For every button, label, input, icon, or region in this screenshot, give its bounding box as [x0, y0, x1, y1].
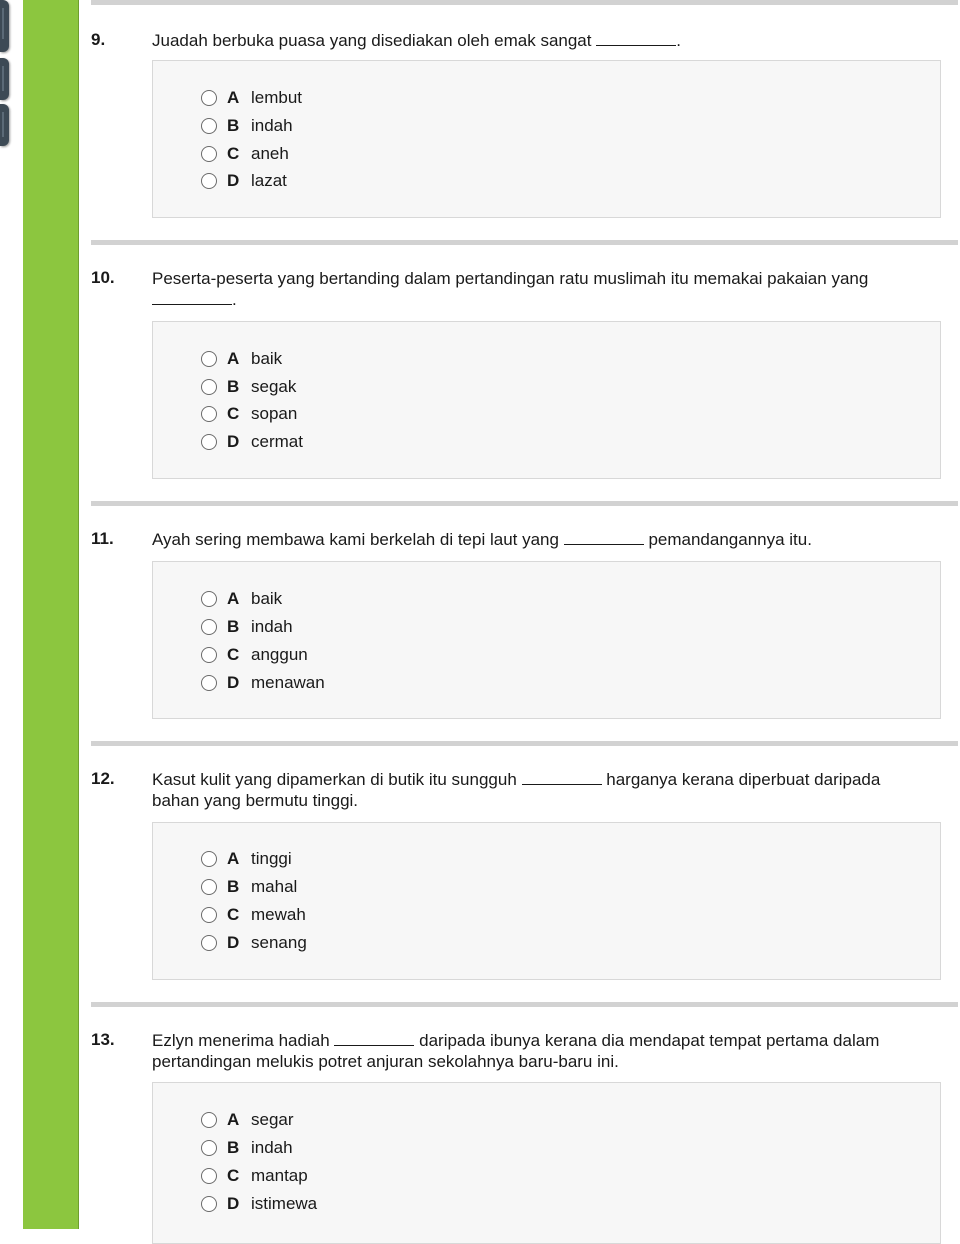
radio-button[interactable] — [201, 351, 217, 367]
option-letter: D — [227, 1194, 240, 1213]
radio-button[interactable] — [201, 879, 217, 895]
option-letter: C — [227, 144, 240, 163]
question-number: 13. — [91, 1030, 115, 1049]
answer-blank — [334, 1032, 414, 1046]
option-b[interactable] — [201, 376, 296, 398]
option-a[interactable] — [201, 848, 292, 870]
question-text-after: . — [676, 31, 681, 50]
radio-button[interactable] — [201, 173, 217, 189]
option-a[interactable] — [201, 588, 282, 610]
radio-button[interactable] — [201, 907, 217, 923]
question-text-after: harganya kerana diperbuat daripada bahan yang bermutu tinggi. — [152, 770, 881, 810]
question-number: 10. — [91, 268, 115, 287]
option-a[interactable] — [201, 348, 282, 370]
radio-button[interactable] — [201, 434, 217, 450]
option-c[interactable] — [201, 644, 308, 666]
radio-button[interactable] — [201, 591, 217, 607]
question-text-after: daripada ibunya kerana dia mendapat tempat pertama dalam pertandingan melukis potret anjuran sekolahnya baru-baru ini. — [152, 1031, 880, 1071]
side-tab-handle[interactable] — [0, 0, 9, 52]
option-text: istimewa — [251, 1194, 318, 1213]
radio-button[interactable] — [201, 1168, 217, 1184]
option-letter: B — [227, 116, 240, 135]
answer-blank — [522, 771, 602, 785]
option-text: aneh — [251, 144, 289, 163]
option-a[interactable] — [201, 1109, 294, 1131]
question-text-before: Ayah sering membawa kami berkelah di tepi laut yang — [152, 530, 559, 549]
option-c[interactable] — [201, 1165, 308, 1187]
option-letter: A — [227, 88, 240, 107]
option-text: lembut — [251, 88, 303, 107]
options-box — [152, 321, 941, 479]
question-text-before: Juadah berbuka puasa yang disediakan oleh emak sangat — [152, 31, 592, 50]
side-tab-handle[interactable] — [0, 104, 9, 146]
option-text: indah — [251, 116, 293, 135]
option-text: anggun — [251, 645, 308, 664]
option-text: mantap — [251, 1166, 308, 1185]
option-text: cermat — [251, 432, 303, 451]
radio-button[interactable] — [201, 619, 217, 635]
option-text: lazat — [251, 171, 287, 190]
sidebar-green-bar — [23, 0, 79, 1229]
option-letter: C — [227, 404, 240, 423]
option-b[interactable] — [201, 876, 297, 898]
radio-button[interactable] — [201, 1196, 217, 1212]
option-letter: B — [227, 1138, 240, 1157]
option-text: segar — [251, 1110, 294, 1129]
options-box — [152, 822, 941, 980]
question-text-before: Peserta-peserta yang bertanding dalam pertandingan ratu muslimah itu memakai pakaian yang — [152, 269, 869, 288]
option-b[interactable] — [201, 115, 293, 137]
option-letter: B — [227, 377, 240, 396]
option-letter: C — [227, 645, 240, 664]
question-text — [152, 30, 922, 51]
option-c[interactable] — [201, 904, 306, 926]
question-divider — [91, 741, 958, 746]
option-text: menawan — [251, 673, 325, 692]
option-b[interactable] — [201, 616, 293, 638]
option-letter: C — [227, 905, 240, 924]
radio-button[interactable] — [201, 1140, 217, 1156]
option-letter: D — [227, 933, 240, 952]
answer-blank — [596, 32, 676, 46]
option-d[interactable] — [201, 932, 307, 954]
question-text — [152, 1030, 922, 1072]
answer-blank — [152, 291, 232, 305]
option-a[interactable] — [201, 87, 302, 109]
radio-button[interactable] — [201, 851, 217, 867]
question-divider — [91, 1002, 958, 1007]
option-letter: D — [227, 673, 240, 692]
radio-button[interactable] — [201, 675, 217, 691]
option-letter: A — [227, 589, 240, 608]
question-number: 11. — [91, 529, 114, 548]
options-box — [152, 561, 941, 719]
question-divider — [91, 0, 958, 5]
radio-button[interactable] — [201, 146, 217, 162]
radio-button[interactable] — [201, 90, 217, 106]
option-text: tinggi — [251, 849, 292, 868]
option-letter: A — [227, 1110, 240, 1129]
option-text: indah — [251, 1138, 293, 1157]
question-text-after: pemandangannya itu. — [648, 530, 812, 549]
option-letter: A — [227, 349, 240, 368]
question-text — [152, 769, 922, 811]
option-text: senang — [251, 933, 307, 952]
question-text — [152, 529, 922, 550]
question-number: 12. — [91, 769, 115, 788]
radio-button[interactable] — [201, 1112, 217, 1128]
option-text: baik — [251, 589, 283, 608]
radio-button[interactable] — [201, 118, 217, 134]
option-d[interactable] — [201, 431, 303, 453]
side-tab-group — [0, 0, 10, 150]
answer-blank — [564, 531, 644, 545]
radio-button[interactable] — [201, 935, 217, 951]
option-b[interactable] — [201, 1137, 293, 1159]
option-letter: D — [227, 432, 240, 451]
option-c[interactable] — [201, 143, 289, 165]
option-text: mewah — [251, 905, 306, 924]
question-text-before: Kasut kulit yang dipamerkan di butik itu sungguh — [152, 770, 517, 789]
option-letter: D — [227, 171, 240, 190]
options-box — [152, 60, 941, 218]
radio-button[interactable] — [201, 379, 217, 395]
option-d[interactable] — [201, 1193, 317, 1215]
option-d[interactable] — [201, 170, 287, 192]
option-letter: B — [227, 617, 240, 636]
options-box — [152, 1082, 941, 1244]
option-letter: C — [227, 1166, 240, 1185]
option-text: baik — [251, 349, 283, 368]
question-divider — [91, 240, 958, 245]
option-text: segak — [251, 377, 297, 396]
question-text-after: . — [232, 290, 237, 309]
option-text: mahal — [251, 877, 298, 896]
radio-button[interactable] — [201, 406, 217, 422]
question-text — [152, 268, 922, 310]
question-number: 9. — [91, 30, 106, 49]
radio-button[interactable] — [201, 647, 217, 663]
option-d[interactable] — [201, 672, 325, 694]
option-text: sopan — [251, 404, 298, 423]
option-letter: B — [227, 877, 240, 896]
question-divider — [91, 501, 958, 506]
option-text: indah — [251, 617, 293, 636]
option-letter: A — [227, 849, 240, 868]
option-c[interactable] — [201, 403, 297, 425]
question-text-before: Ezlyn menerima hadiah — [152, 1031, 330, 1050]
side-tab-handle[interactable] — [0, 58, 9, 100]
